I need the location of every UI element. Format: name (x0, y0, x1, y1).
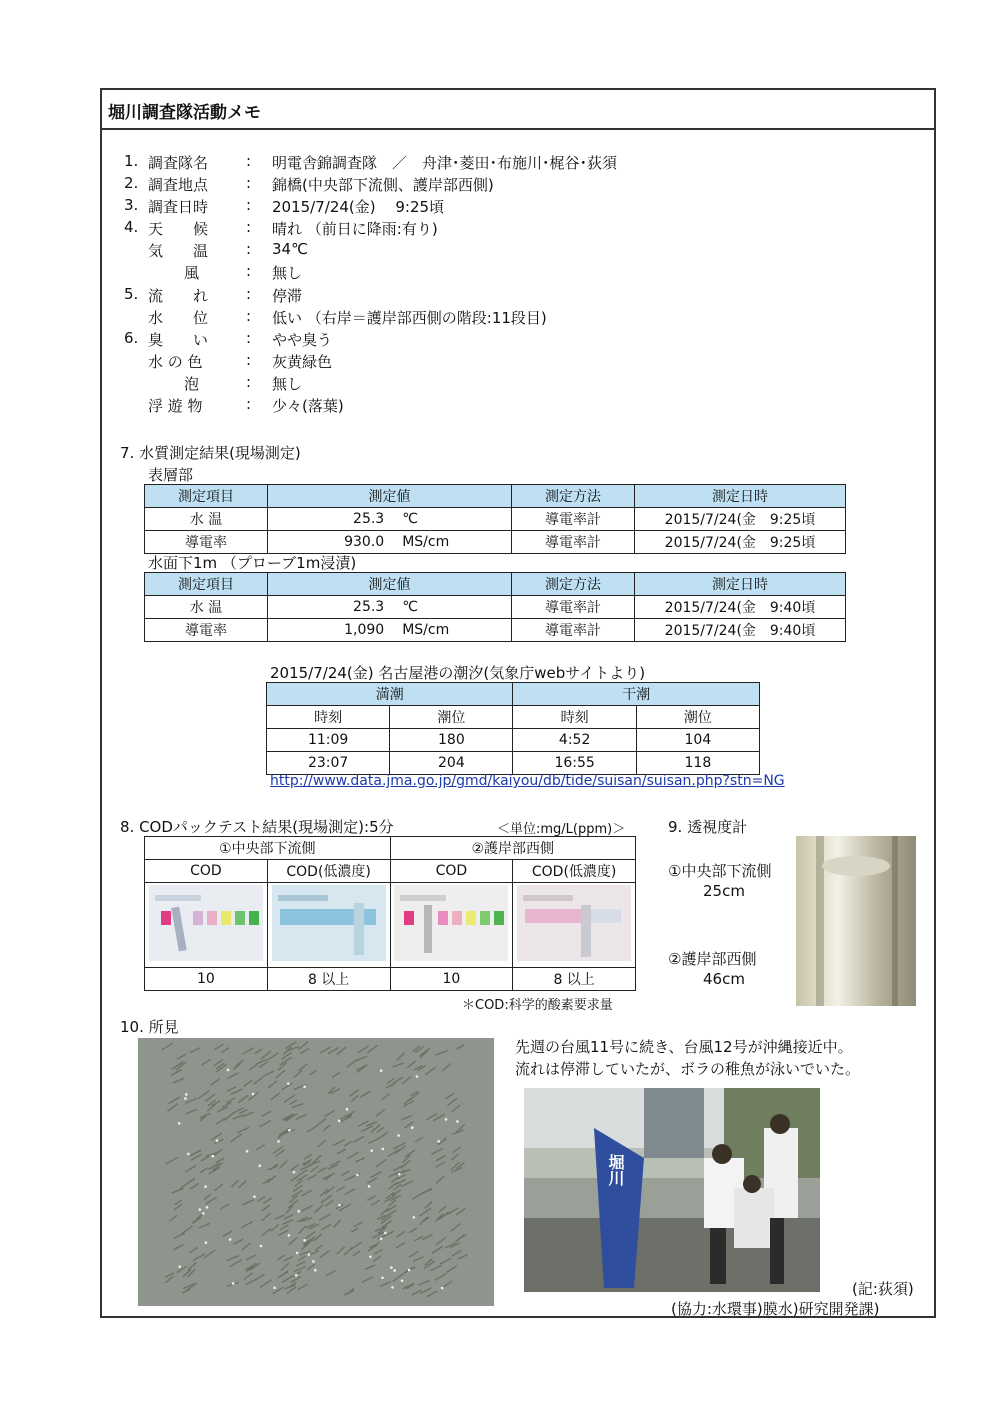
item-label: 浮 遊 物 (148, 397, 203, 415)
light-reflection (185, 1093, 188, 1096)
cod-value: 8 以上 (267, 968, 390, 991)
cell-method: 導電率計 (512, 508, 635, 531)
light-reflection (346, 1108, 349, 1111)
item-colon: : (246, 395, 252, 413)
light-reflection (216, 1139, 219, 1142)
cod-value: 10 (145, 968, 268, 991)
cod-footnote: ＊COD:科学的酸素要求量 (462, 998, 613, 1013)
tide-cell: 16:55 (513, 752, 636, 775)
transparency-point2-value: 46cm (703, 970, 745, 988)
light-reflection (288, 1234, 291, 1237)
th-method: 測定方法 (512, 573, 635, 596)
light-reflection (297, 1210, 300, 1213)
th-item: 測定項目 (145, 485, 268, 508)
item-colon: : (246, 262, 252, 280)
tide-table (266, 682, 760, 775)
table-row (145, 968, 636, 991)
cod-photo-cell (145, 883, 268, 968)
item-number: 5. (124, 285, 139, 303)
section7-heading: 7. 水質測定結果(現場測定) (120, 444, 301, 462)
item-colon: : (246, 351, 252, 369)
th-date: 測定日時 (635, 573, 846, 596)
light-reflection (338, 1204, 341, 1207)
cell-item: 導電率 (145, 531, 268, 554)
item-label: 天 候 (148, 220, 209, 238)
cod-value: 10 (390, 968, 513, 991)
tide-cell: 11:09 (267, 729, 390, 752)
item-colon: : (246, 329, 252, 347)
writer-note: (記:荻須) (852, 1280, 914, 1298)
light-reflection (380, 1237, 383, 1240)
light-reflection (368, 1185, 371, 1188)
item-number: 2. (124, 174, 139, 192)
light-reflection (202, 1212, 205, 1215)
item-label: 調査日時 (148, 198, 209, 216)
table-row (145, 508, 846, 531)
light-reflection (273, 1286, 276, 1289)
table-row (145, 619, 846, 642)
light-reflection (259, 1164, 262, 1167)
section9-heading: 9. 透視度計 (668, 818, 748, 836)
table-row (145, 596, 846, 619)
light-reflection (408, 1269, 411, 1272)
surface-label: 表層部 (148, 466, 194, 484)
item-value: 明電舎錦調査隊 ／ 舟津･菱田･布施川･梶谷･荻須 (272, 154, 618, 172)
item-label: 臭 い (148, 331, 209, 349)
cell-date: 2015/7/24(金 9:25頃 (635, 531, 846, 554)
item-value: 灰黄緑色 (272, 353, 333, 371)
light-reflection (206, 1206, 209, 1209)
light-reflection (178, 1122, 181, 1125)
item-colon: : (246, 240, 252, 258)
item-label: 泡 (184, 375, 200, 393)
item-colon: : (246, 307, 252, 325)
light-reflection (199, 1208, 202, 1211)
light-reflection (445, 1118, 448, 1121)
transparency-point1-value: 25cm (703, 882, 745, 900)
item-colon: : (246, 174, 252, 192)
item-value: 低い （右岸＝護岸部西側の階段:11段目) (272, 309, 547, 327)
th-date: 測定日時 (635, 485, 846, 508)
cod-photo-cell (390, 883, 513, 968)
light-reflection (382, 1148, 385, 1151)
cell-value: 25.3 (268, 596, 403, 619)
light-reflection (380, 1069, 383, 1072)
depth-label: 水面下1m （プローブ1m浸漬) (148, 554, 357, 572)
item-colon: : (246, 218, 252, 236)
cod-low-pack-photo (515, 883, 633, 963)
cod-col: COD (145, 860, 268, 883)
cell-unit: MS/cm (402, 619, 511, 642)
cod-low-pack-photo (270, 883, 388, 963)
item-number: 3. (124, 196, 139, 214)
item-value: 晴れ （前日に降雨:有り) (272, 220, 438, 238)
light-reflection (384, 1232, 387, 1235)
section8-unit: ＜単位:mg/L(ppm)＞ (497, 822, 626, 837)
light-reflection (391, 1286, 394, 1289)
banner-text: 堀川 (606, 1154, 625, 1186)
light-reflection (232, 1282, 235, 1285)
light-reflection (456, 1120, 459, 1123)
cod-pack-photo (392, 883, 510, 963)
light-reflection (303, 1085, 306, 1088)
cell-value: 1,090 (268, 619, 403, 642)
item-value: 2015/7/24(金) 9:25頃 (272, 198, 445, 216)
item-label: 風 (184, 264, 200, 282)
tide-caption: 2015/7/24(金) 名古屋港の潮汐(気象庁webサイトより) (270, 664, 646, 682)
light-reflection (356, 1174, 359, 1177)
light-reflection (390, 1266, 393, 1269)
cod-table (144, 836, 636, 991)
cod-group1: ①中央部下流側 (145, 837, 391, 860)
depth-table (144, 572, 846, 642)
tide-time-header: 時刻 (267, 706, 390, 729)
tide-level-header: 潮位 (636, 706, 759, 729)
light-reflection (398, 1173, 401, 1176)
item-colon: : (246, 373, 252, 391)
cell-date: 2015/7/24(金 9:40頃 (635, 619, 846, 642)
light-reflection (413, 1216, 416, 1219)
cell-value: 25.3 (268, 508, 403, 531)
light-reflection (397, 1134, 400, 1137)
item-colon: : (246, 196, 252, 214)
light-reflection (370, 1149, 373, 1152)
cooperation-note: (協力:水環事)膜水)研究開発課) (671, 1300, 880, 1318)
page-title: 堀川調査隊活動メモ (108, 103, 261, 123)
light-reflection (205, 1241, 208, 1244)
th-value: 測定値 (268, 573, 512, 596)
light-reflection (178, 1265, 181, 1268)
light-reflection (296, 1252, 299, 1255)
light-reflection (441, 1287, 444, 1290)
item-colon: : (246, 285, 252, 303)
th-value: 測定値 (268, 485, 512, 508)
item-value: 錦橋(中央部下流側、護岸部西側) (272, 176, 494, 194)
tide-time-header: 時刻 (513, 706, 636, 729)
observation-line1: 先週の台風11号に続き、台風12号が沖縄接近中。 (515, 1038, 853, 1056)
light-reflection (295, 1274, 298, 1277)
cell-method: 導電率計 (512, 619, 635, 642)
light-reflection (184, 1097, 187, 1100)
cell-date: 2015/7/24(金 9:40頃 (635, 596, 846, 619)
item-label: 気 温 (148, 242, 209, 260)
surface-table (144, 484, 846, 554)
table-row (267, 729, 760, 752)
light-reflection (312, 1260, 315, 1263)
light-reflection (308, 1253, 311, 1256)
tide-high-header: 満潮 (267, 683, 513, 706)
light-reflection (253, 1195, 256, 1198)
section10-heading: 10. 所見 (120, 1018, 179, 1036)
light-reflection (369, 1255, 372, 1258)
light-reflection (303, 1239, 306, 1242)
cod-col: COD (390, 860, 513, 883)
item-number: 1. (124, 152, 139, 170)
th-item: 測定項目 (145, 573, 268, 596)
tide-level-header: 潮位 (390, 706, 513, 729)
item-value: 無し (272, 264, 303, 282)
tide-low-header: 干潮 (513, 683, 760, 706)
light-reflection (381, 1276, 384, 1279)
cod-photo-cell (267, 883, 390, 968)
cell-unit: ℃ (402, 596, 511, 619)
cell-unit: MS/cm (402, 531, 511, 554)
cell-method: 導電率計 (512, 596, 635, 619)
cod-low-col: COD(低濃度) (267, 860, 390, 883)
light-reflection (393, 1269, 396, 1272)
fish-school-photo (138, 1038, 494, 1306)
tide-cell: 118 (636, 752, 759, 775)
tide-cell: 4:52 (513, 729, 636, 752)
light-reflection (288, 1129, 291, 1132)
transparency-meter-photo (796, 836, 916, 1006)
table-row (145, 531, 846, 554)
cod-group2: ②護岸部西側 (390, 837, 636, 860)
light-reflection (277, 1140, 280, 1143)
light-reflection (287, 1082, 290, 1085)
light-reflection (338, 1120, 341, 1123)
item-value: やや臭う (272, 331, 333, 349)
item-value: 少々(落葉) (272, 397, 344, 415)
cod-pack-photo (147, 883, 265, 963)
light-reflection (401, 1279, 404, 1282)
cell-method: 導電率計 (512, 531, 635, 554)
tide-cell: 204 (390, 752, 513, 775)
item-colon: : (246, 152, 252, 170)
item-value: 34℃ (272, 240, 308, 258)
cod-low-col: COD(低濃度) (513, 860, 636, 883)
item-value: 停滞 (272, 287, 303, 305)
transparency-point2-label: ②護岸部西側 (668, 950, 757, 968)
section8-heading: 8. CODパックテスト結果(現場測定):5分 (120, 818, 394, 836)
item-number: 6. (124, 329, 139, 347)
light-reflection (204, 1185, 207, 1188)
cell-unit: ℃ (402, 508, 511, 531)
light-reflection (227, 1069, 230, 1072)
tide-cell: 180 (390, 729, 513, 752)
light-reflection (411, 1126, 414, 1129)
jma-tide-link[interactable]: http://www.data.jma.go.jp/gmd/kaiyou/db/tide/suisan/suisan.php?stn=NG (270, 773, 785, 789)
observation-line2: 流れは停滞していたが、ボラの稚魚が泳いでいた。 (515, 1060, 861, 1078)
cell-item: 水 温 (145, 596, 268, 619)
item-label: 水 の 色 (148, 353, 203, 371)
item-label: 調査隊名 (148, 154, 209, 172)
cell-item: 導電率 (145, 619, 268, 642)
tide-cell: 23:07 (267, 752, 390, 775)
cell-value: 930.0 (268, 531, 403, 554)
item-number: 4. (124, 218, 139, 236)
item-label: 調査地点 (148, 176, 209, 194)
cod-value: 8 以上 (513, 968, 636, 991)
cell-date: 2015/7/24(金 9:25頃 (635, 508, 846, 531)
light-reflection (437, 1140, 440, 1143)
item-label: 流 れ (148, 287, 209, 305)
light-reflection (260, 1245, 263, 1248)
light-reflection (229, 1238, 232, 1241)
light-reflection (187, 1153, 190, 1156)
light-reflection (252, 1093, 255, 1096)
light-reflection (314, 1269, 317, 1272)
light-reflection (246, 1150, 249, 1153)
item-label: 水 位 (148, 309, 209, 327)
light-reflection (293, 1171, 296, 1174)
item-value: 無し (272, 375, 303, 393)
tide-cell: 104 (636, 729, 759, 752)
light-reflection (211, 1155, 214, 1158)
table-row (267, 752, 760, 775)
th-method: 測定方法 (512, 485, 635, 508)
bridge-survey-photo (524, 1088, 820, 1292)
transparency-point1-label: ①中央部下流側 (668, 862, 772, 880)
cell-item: 水 温 (145, 508, 268, 531)
light-reflection (416, 1075, 419, 1078)
cod-photo-cell (513, 883, 636, 968)
